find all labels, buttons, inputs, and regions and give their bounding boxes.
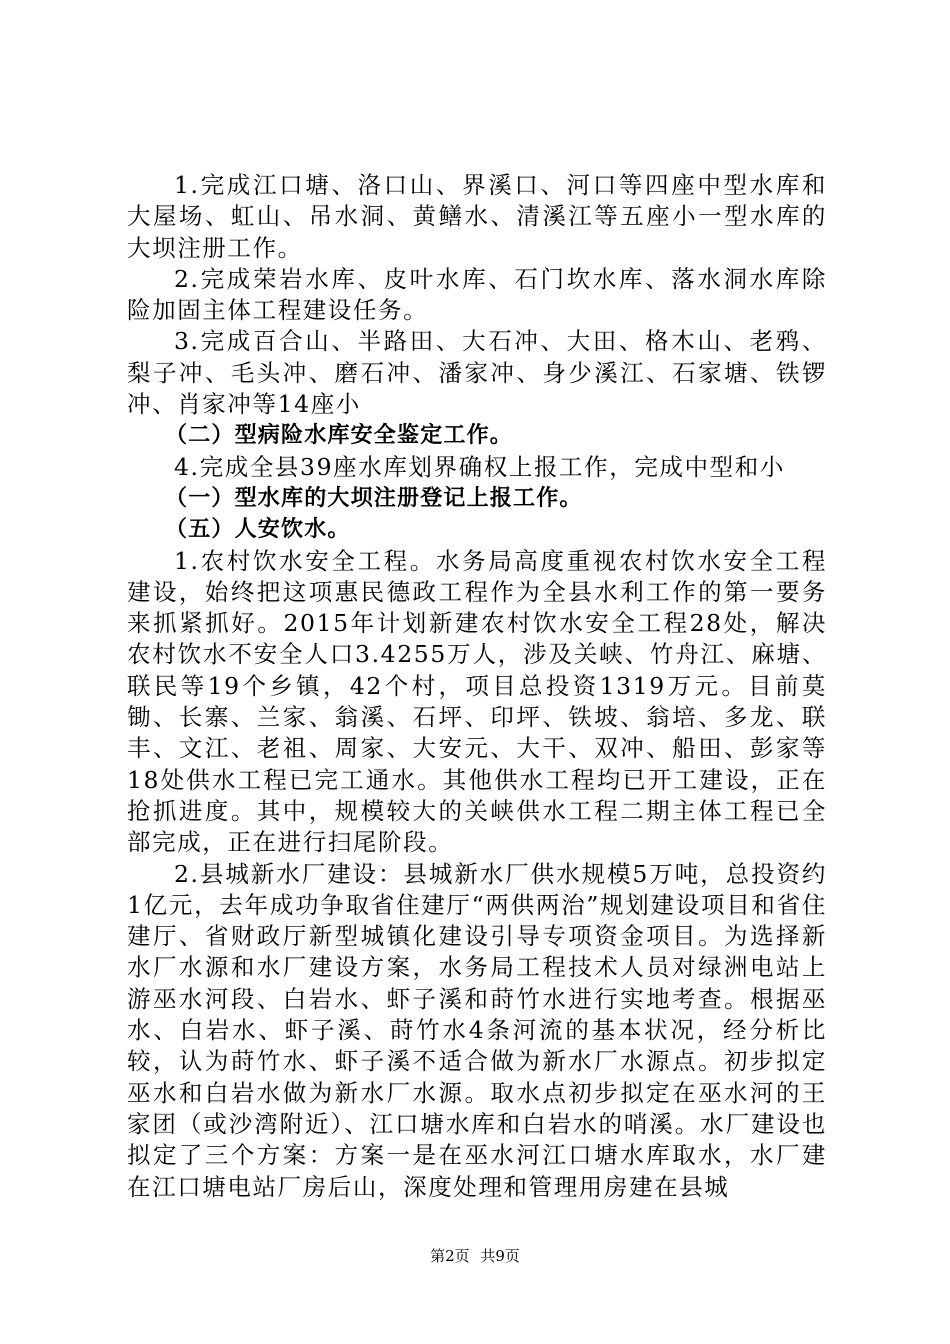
heading-safety-appraisal: （二）型病险水库安全鉴定工作。 [165, 423, 514, 449]
paragraph-reinforcement: 2.完成荣岩水库、皮叶水库、石门坎水库、落水洞水库除险加固主体工程建设任务。 [127, 264, 827, 325]
paragraph-rural-drinking-water: 1.农村饮水安全工程。水务局高度重视农村饮水安全工程建设，始终把这项惠民德政工程作为全县水利工作的第一要务来抓紧抓好。2015年计划新建农村饮水安全工程28处，解决农村饮水不安全人口3.4255万人，涉及关峡、竹舟江、麻塘、联民等19个乡镇，42个村，项目总投资1319万元。目前莫锄、长寨、兰家、翁溪、石坪、印坪、铁坡、翁培、多龙、联丰、文江、老祖、周家、大安元、大干、双冲、船田、彭家等18处供水工程已完工通水。其他供水工程均已开工建设，正在抢抓进度。其中，规模较大的关峡供水工程二期主体工程已全部完成，正在进行扫尾阶段。 [127, 546, 827, 857]
paragraph-boundary-rights: 4.完成全县39座水库划界确权上报工作，完成中型和小 [174, 452, 785, 481]
page-number: 第2页 [430, 1247, 470, 1265]
paragraph-small-reservoirs: 3.完成百合山、半路田、大石冲、大田、格木山、老鸦、梨子冲、毛头冲、磨石冲、潘家冲、身少溪江、石家塘、铁锣冲、肖家冲等14座小 [127, 327, 827, 419]
paragraph-dam-registration: 1.完成江口塘、洛口山、界溪口、河口等四座中型水库和大屋场、虹山、吊水洞、黄鳝水、清溪江等五座小一型水库的大坝注册工作。 [127, 171, 827, 262]
heading-drinking-water: （五）人安饮水。 [165, 517, 351, 543]
document-body [127, 170, 827, 1203]
paragraph-new-water-plant: 2.县城新水厂建设：县城新水厂供水规模5万吨，总投资约1亿元，去年成功争取省住建厅“两供两治”规划建设项目和省住建厅、省财政厅新型城镇化建设引导专项资金项目。为选择新水厂水源和水厂建设方案，水务局工程技术人员对绿洲电站上游巫水河段、白岩水、虾子溪和莳竹水进行实地考查。根据巫水、白岩水、虾子溪、莳竹水4条河流的基本状况，经分析比较，认为莳竹水、虾子溪不适合做为新水厂水源点。初步拟定巫水和白岩水做为新水厂水源。取水点初步拟定在巫水河的王家团（或沙湾附近）、江口塘水库和白岩水的哨溪。水厂建设也拟定了三个方案：方案一是在巫水河江口塘水库取水，水厂建在江口塘电站厂房后山，深度处理和管理用房建在县城 [127, 859, 827, 1201]
page-total: 共9页 [480, 1247, 520, 1265]
page-footer [0, 1245, 950, 1266]
heading-dam-registration-report: （一）型水库的大坝注册登记上报工作。 [165, 485, 583, 511]
